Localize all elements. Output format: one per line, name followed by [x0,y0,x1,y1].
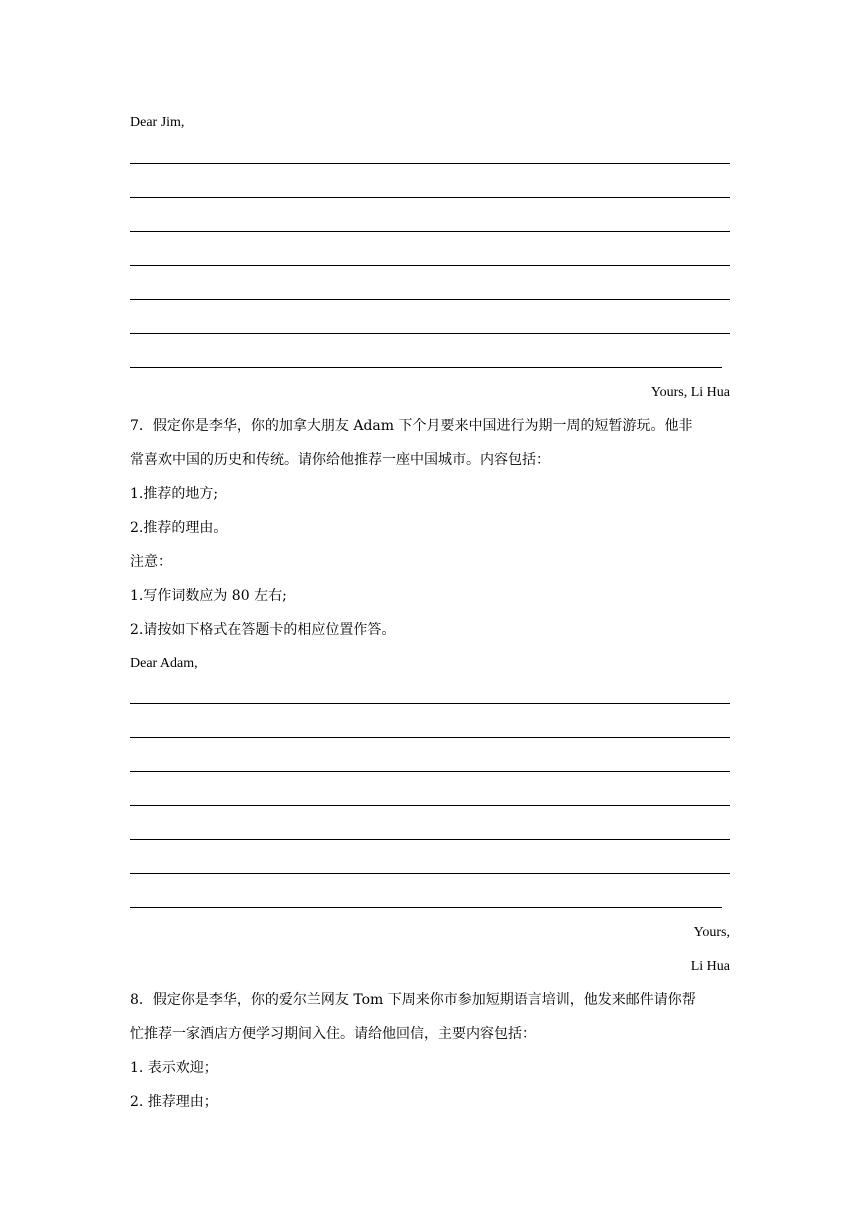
answer-line [130,299,730,300]
answer-line [130,231,730,232]
q8-content-item: 2. 推荐理由； [130,1094,218,1110]
salutation-dear-adam: Dear Adam, [130,656,198,671]
q8-prompt-line-2: 忙推荐一家酒店方便学习期间入住。请给他回信，主要内容包括： [130,1026,536,1042]
q8-prompt-line-1: 8．假定你是李华，你的爱尔兰网友 Tom 下周来你市参加短期语言培训，他发来邮件请你帮 [130,992,696,1008]
answer-line [130,839,730,840]
answer-line [130,703,730,704]
q7-prompt-line-1: 7．假定你是李华，你的加拿大朋友 Adam 下个月要来中国进行为期一周的短暂游玩。他非 [130,418,693,434]
answer-line [130,907,722,908]
salutation-dear-jim: Dear Jim, [130,115,185,130]
closing-yours-li-hua: Yours, Li Hua [650,385,730,400]
closing-name: Li Hua [690,959,730,974]
answer-line [130,805,730,806]
answer-line [130,771,730,772]
answer-line [130,367,722,368]
q7-notice-item: 1.写作词数应为 80 左右; [130,588,287,604]
answer-line [130,197,730,198]
q7-content-item: 1.推荐的地方; [130,486,219,502]
q7-notice-item: 2.请按如下格式在答题卡的相应位置作答。 [130,622,396,638]
answer-line [130,265,730,266]
answer-line [130,163,730,164]
q8-content-item: 1. 表示欢迎； [130,1060,218,1076]
answer-line [130,873,730,874]
q7-prompt-line-2: 常喜欢中国的历史和传统。请你给他推荐一座中国城市。内容包括： [130,452,550,468]
answer-line [130,737,730,738]
answer-line [130,333,730,334]
q7-notice-label: 注意： [130,554,172,570]
q7-content-item: 2.推荐的理由。 [130,520,228,536]
closing-yours: Yours, [693,925,730,940]
